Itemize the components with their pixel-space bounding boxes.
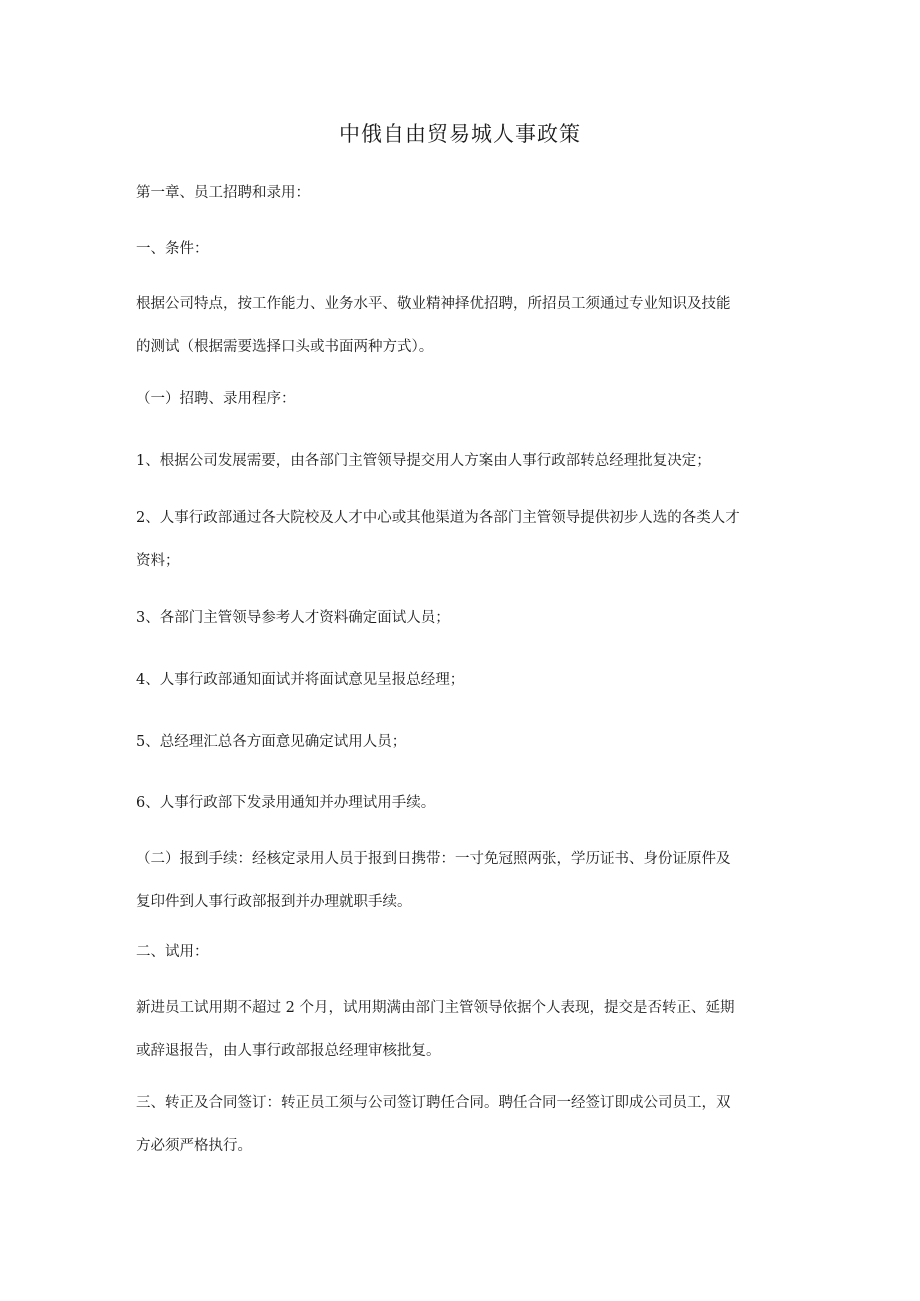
section-heading-probation-text: 二、试用： [136, 944, 209, 960]
procedure-step-6 [136, 782, 786, 825]
subsection-heading-procedure-text: （一）招聘、录用程序： [136, 391, 296, 407]
section-contract-line-2: 方必须严格执行。 [136, 1138, 252, 1154]
chapter-heading [136, 172, 786, 215]
procedure-step-5-text: 5、总经理汇总各方面意见确定试用人员； [136, 734, 407, 750]
section-heading-conditions-text: 一、条件： [136, 241, 209, 257]
probation-line-2: 或辞退报告，由人事行政部报总经理审核批复。 [136, 1043, 441, 1059]
procedure-step-2-line-2: 资料； [136, 553, 180, 569]
procedure-step-6-text: 6、人事行政部下发录用通知并办理试用手续。 [136, 795, 436, 811]
procedure-step-1-text: 1、根据公司发展需要，由各部门主管领导提交用人方案由人事行政部转总经理批复决定； [136, 453, 711, 469]
procedure-step-2 [136, 497, 786, 583]
procedure-step-5 [136, 721, 786, 764]
subsection-reporting [136, 838, 786, 924]
procedure-step-4 [136, 659, 786, 702]
procedure-step-1 [136, 440, 786, 483]
procedure-step-3 [136, 597, 786, 640]
procedure-step-3-text: 3、各部门主管领导参考人才资料确定面试人员； [136, 610, 450, 626]
conditions-line-2: 的测试（根据需要选择口头或书面两种方式）。 [136, 339, 434, 355]
section-heading-conditions [136, 228, 786, 271]
probation-line-1: 新进员工试用期不超过 2 个月，试用期满由部门主管领导依据个人表现，提交是否转正、延期 [136, 1000, 735, 1016]
subsection-heading-procedure [136, 378, 786, 421]
chapter-heading-text: 第一章、员工招聘和录用： [136, 185, 310, 201]
section-heading-probation [136, 931, 786, 974]
section-contract-line-1: 三、转正及合同签订：转正员工须与公司签订聘任合同。聘任合同一经签订即成公司员工，双 [136, 1095, 731, 1111]
subsection-reporting-line-1: （二）报到手续：经核定录用人员于报到日携带：一寸免冠照两张，学历证书、身份证原件及 [136, 851, 731, 867]
document-title: 中俄自由贸易城人事政策 [339, 122, 581, 146]
procedure-step-4-text: 4、人事行政部通知面试并将面试意见呈报总经理； [136, 672, 465, 688]
conditions-paragraph [136, 283, 786, 369]
procedure-step-2-line-1: 2、人事行政部通过各大院校及人才中心或其他渠道为各部门主管领导提供初步人选的各类人才 [136, 510, 740, 526]
probation-paragraph [136, 987, 786, 1073]
subsection-reporting-line-2: 复印件到人事行政部报到并办理就职手续。 [136, 894, 412, 910]
section-contract [136, 1082, 786, 1168]
conditions-line-1: 根据公司特点，按工作能力、业务水平、敬业精神择优招聘，所招员工须通过专业知识及技能 [136, 296, 731, 312]
